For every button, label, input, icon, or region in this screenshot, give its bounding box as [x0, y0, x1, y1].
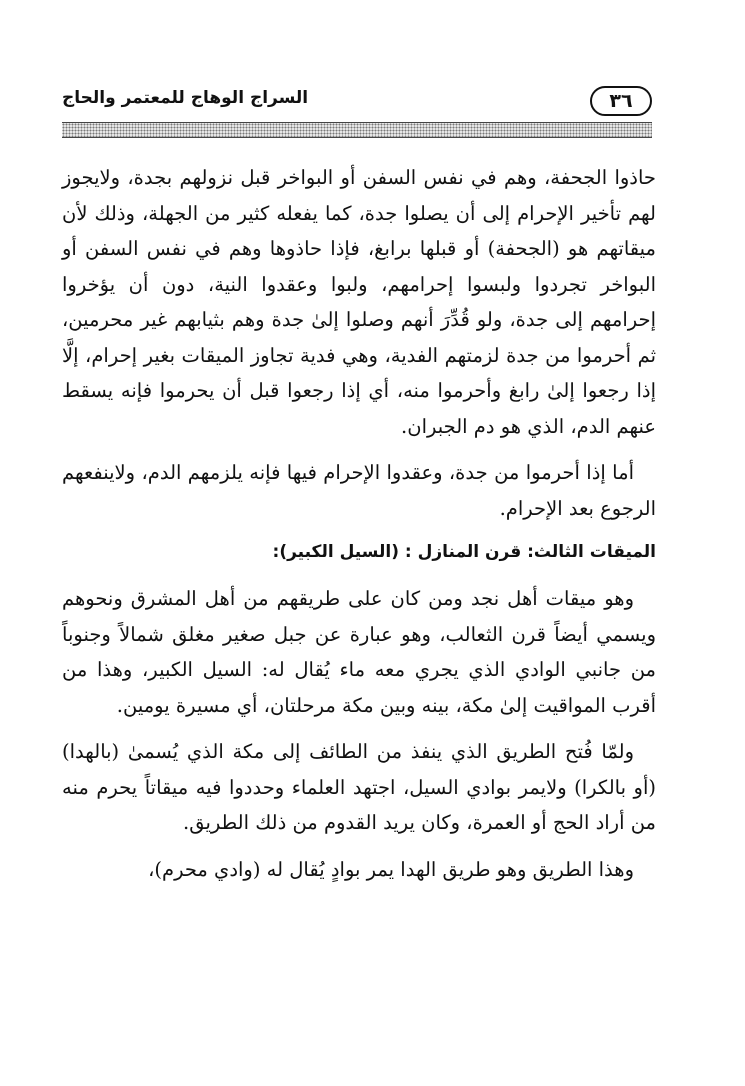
- running-title: السراج الوهاج للمعتمر والحاج: [62, 88, 309, 108]
- page-body: [62, 160, 656, 898]
- section-heading: الميقات الثالث: قرن المنازل : (السيل الكبير):: [272, 542, 656, 562]
- page-number: ٣٦: [609, 89, 633, 112]
- paragraph: ولمّا فُتح الطريق الذي ينفذ من الطائف إلى مكة الذي يُسمىٰ (بالهدا) (أو بالكرا) ولايمر بوادي السيل، اجتهد العلماء وحددوا فيه ميقاتاً يحرم منه من أراد الحج أو العمرة، وكان يريد القدوم من ذلك الطريق.: [62, 740, 656, 834]
- header-divider: [62, 122, 652, 138]
- page-number-badge: [590, 86, 652, 116]
- paragraph: أما إذا أحرموا من جدة، وعقدوا الإحرام فيها فإنه يلزمهم الدم، ولاينفعهم الرجوع بعد الإحرام.: [62, 461, 656, 520]
- paragraph: وهو ميقات أهل نجد ومن كان على طريقهم من أهل المشرق ونحوهم ويسمي أيضاً قرن الثعالب، وهو عبارة عن جبل صغير مغلق شمالاً وجنوباً من جانبي الوادي الذي يجري معه ماء يُقال له: السيل الكبير، وهذا من أقرب المواقيت إلىٰ مكة، بينه وبين مكة مرحلتان، أي مسيرة يومين.: [62, 587, 656, 717]
- paragraph: حاذوا الجحفة، وهم في نفس السفن أو البواخر قبل نزولهم بجدة، ولايجوز لهم تأخير الإحرام إلى أن يصلوا جدة، كما يفعله كثير من الجهلة، وذلك لأن ميقاتهم هو (الجحفة) أو قبلها برابغ، فإذا حاذوها وهم في نفس السفن أو البواخر تجردوا ولبسوا إحرامهم، ولبوا وعقدوا النية، دون أن يؤخروا إحرامهم إلى جدة، ولو قُدِّرَ أنهم وصلوا إلىٰ جدة وهم بثيابهم غير محرمين، ثم أحرموا من جدة لزمتهم الفدية، وهي فدية تجاوز الميقات بغير إحرام، إلَّا إذا رجعوا إلىٰ رابغ وأحرموا منه، أي إذا رجعوا قبل أن يحرموا فإنه يسقط عنهم الدم، الذي هو دم الجبران.: [62, 166, 656, 438]
- page-header: [62, 84, 652, 120]
- paragraph: وهذا الطريق وهو طريق الهدا يمر بوادٍ يُقال له (وادي محرم)،: [148, 857, 634, 881]
